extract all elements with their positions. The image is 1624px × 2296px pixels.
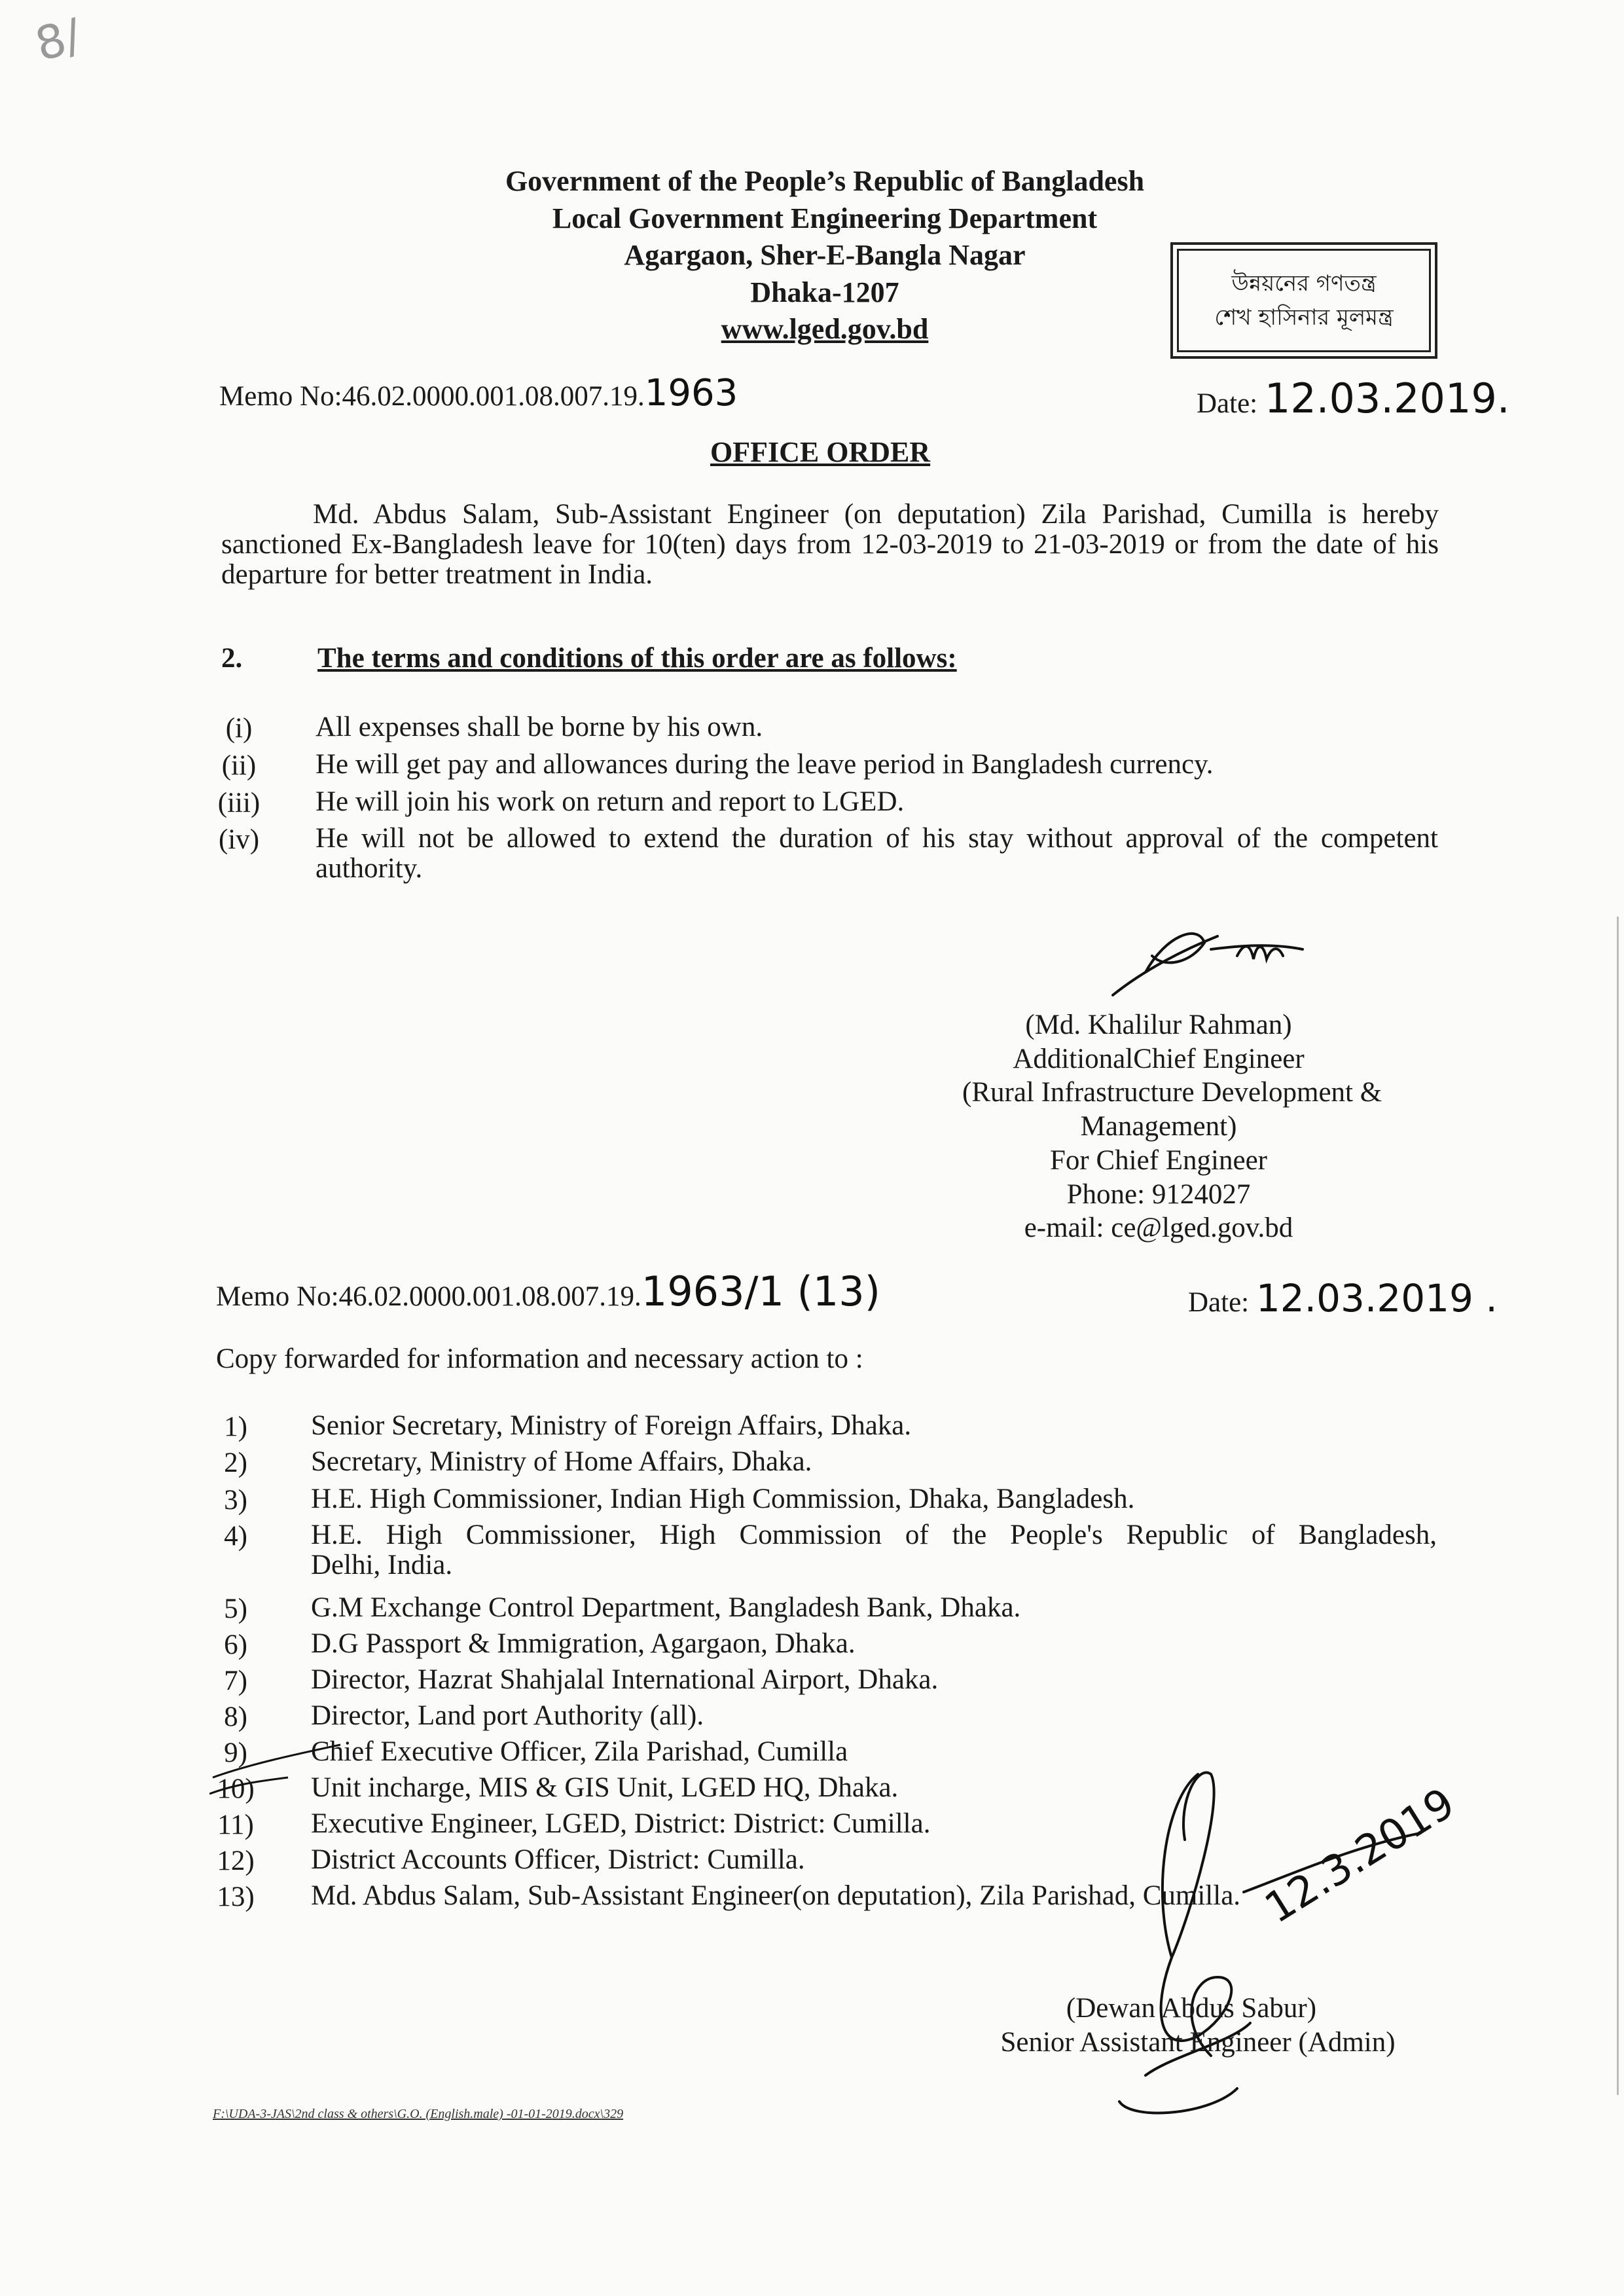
recipient-number: 1): [224, 1412, 247, 1442]
recipient-number: 5): [224, 1594, 247, 1624]
section-number: 2.: [221, 643, 243, 674]
condition-text: All expenses shall be borne by his own.: [316, 712, 763, 742]
recipient-number: 12): [217, 1846, 255, 1876]
recipient-number: 10): [217, 1774, 255, 1804]
order-paragraph: Md. Abdus Salam, Sub-Assistant Engineer (on deputation) Zila Parishad, Cumilla is hereby sanctioned Ex-Bangladesh leave for 10(ten) days from 12-03-2019 to 21-03-2019 or from the date of his departure for better treatment in India.: [221, 499, 1439, 590]
condition-number: (i): [225, 713, 253, 744]
recipient-number: 7): [224, 1666, 247, 1696]
recipient-number: 11): [217, 1810, 254, 1840]
signatory-1-phone: Phone: 9124027: [1066, 1179, 1251, 1210]
condition-number: (iv): [218, 824, 260, 855]
memo-2-number-handwritten: 1963/1 (13): [641, 1267, 880, 1315]
section-title: The terms and conditions of this order are as follows:: [317, 643, 957, 674]
recipient-number: 9): [224, 1738, 247, 1768]
memo-date-label: Date:: [1197, 388, 1258, 419]
page-edge-line: [1617, 917, 1619, 2095]
recipient-text: Director, Hazrat Shahjalal International Airport, Dhaka.: [311, 1664, 939, 1695]
header-line-address: Agargaon, Sher-E-Bangla Nagar: [624, 239, 1026, 271]
signatory-2-name: (Dewan Abdus Sabur): [1066, 1993, 1317, 2024]
signatory-2-title: Senior Assistant Engineer (Admin): [1000, 2027, 1396, 2058]
recipient-number: 3): [224, 1485, 247, 1516]
recipient-text-continued: Delhi, India.: [311, 1550, 453, 1580]
handwritten-tick-marks: [209, 1728, 353, 1800]
slogan-line-1: উন্নয়নের গণতন্ত্র: [1231, 270, 1377, 297]
recipient-text: G.M Exchange Control Department, Bangladesh Bank, Dhaka.: [311, 1592, 1021, 1623]
memo-2-number-label: Memo No:46.02.0000.001.08.007.19.: [216, 1281, 641, 1312]
recipient-text: Chief Executive Officer, Zila Parishad, Cumilla: [311, 1736, 848, 1767]
recipient-number: 2): [224, 1448, 247, 1478]
recipient-number: 6): [224, 1630, 247, 1660]
recipient-text: Executive Engineer, LGED, District: District: Cumilla.: [311, 1808, 931, 1839]
header-line-department: Local Government Engineering Department: [552, 202, 1098, 234]
memo-2-date-handwritten: 12.03.2019 .: [1255, 1276, 1498, 1321]
signatory-1-for: For Chief Engineer: [1050, 1145, 1267, 1176]
memo-number-handwritten: 1963: [644, 372, 738, 414]
footer-file-path: F:\UDA-3-JAS\2nd class & others\G.O. (English.male) -01-01-2019.docx\329: [213, 2107, 624, 2121]
signatory-1-name: (Md. Khalilur Rahman): [1025, 1010, 1292, 1040]
recipient-number: 13): [217, 1882, 255, 1912]
recipient-text: D.G Passport & Immigration, Agargaon, Dhaka.: [311, 1628, 856, 1659]
condition-number: (iii): [217, 788, 261, 818]
header-website: www.lged.gov.bd: [721, 313, 929, 345]
recipient-text: District Accounts Officer, District: Cumilla.: [311, 1844, 805, 1875]
slogan-line-2: শেখ হাসিনার মূলমন্ত্র: [1214, 304, 1394, 331]
recipient-text: H.E. High Commissioner, High Commission of the People's Republic of Bangladesh,: [311, 1520, 1437, 1550]
recipient-text: Md. Abdus Salam, Sub-Assistant Engineer(on deputation), Zila Parishad, Cumilla.: [311, 1880, 1241, 1911]
condition-text: He will not be allowed to extend the duration of his stay without approval of the competent authority.: [316, 823, 1438, 884]
condition-text: He will get pay and allowances during the leave period in Bangladesh currency.: [316, 749, 1214, 780]
condition-number: (ii): [221, 750, 257, 781]
memo-number-line: [219, 372, 738, 414]
memo-date-handwritten: 12.03.2019.: [1264, 374, 1510, 422]
office-order-title: OFFICE ORDER: [710, 436, 931, 468]
signatory-1-email: e-mail: ce@lged.gov.bd: [1024, 1212, 1293, 1243]
condition-text: He will join his work on return and report to LGED.: [316, 786, 905, 817]
signatory-1-office-line-2: Management): [1080, 1111, 1237, 1142]
copy-intro: Copy forwarded for information and necessary action to :: [216, 1343, 863, 1374]
signatory-1-title: AdditionalChief Engineer: [1013, 1044, 1305, 1074]
recipient-text: Director, Land port Authority (all).: [311, 1700, 704, 1731]
recipient-text: Senior Secretary, Ministry of Foreign Affairs, Dhaka.: [311, 1410, 912, 1441]
header-line-government: Government of the People’s Republic of Bangladesh: [505, 165, 1145, 197]
signatory-1-office-line-1: (Rural Infrastructure Development &: [962, 1077, 1382, 1108]
header-line-city: Dhaka-1207: [750, 276, 899, 308]
recipient-number: 8): [224, 1702, 247, 1732]
recipient-text: Unit incharge, MIS & GIS Unit, LGED HQ, Dhaka.: [311, 1772, 899, 1803]
signature-2-handwritten-date: 12.3.2019: [1257, 1779, 1464, 1933]
memo-date-line: [1197, 374, 1510, 422]
recipient-text: Secretary, Ministry of Home Affairs, Dhaka.: [311, 1446, 812, 1477]
signature-1: [1106, 910, 1329, 1008]
memo-number-label: Memo No:46.02.0000.001.08.007.19.: [219, 381, 645, 412]
recipient-text: H.E. High Commissioner, Indian High Commission, Dhaka, Bangladesh.: [311, 1484, 1135, 1514]
recipient-number: 4): [224, 1521, 247, 1552]
memo-2-number-line: [216, 1267, 880, 1315]
corner-handwritten-mark: 8/: [29, 8, 87, 72]
memo-2-date-line: [1188, 1276, 1498, 1321]
memo-2-date-label: Date:: [1188, 1287, 1250, 1318]
slogan-box: [1170, 242, 1437, 359]
